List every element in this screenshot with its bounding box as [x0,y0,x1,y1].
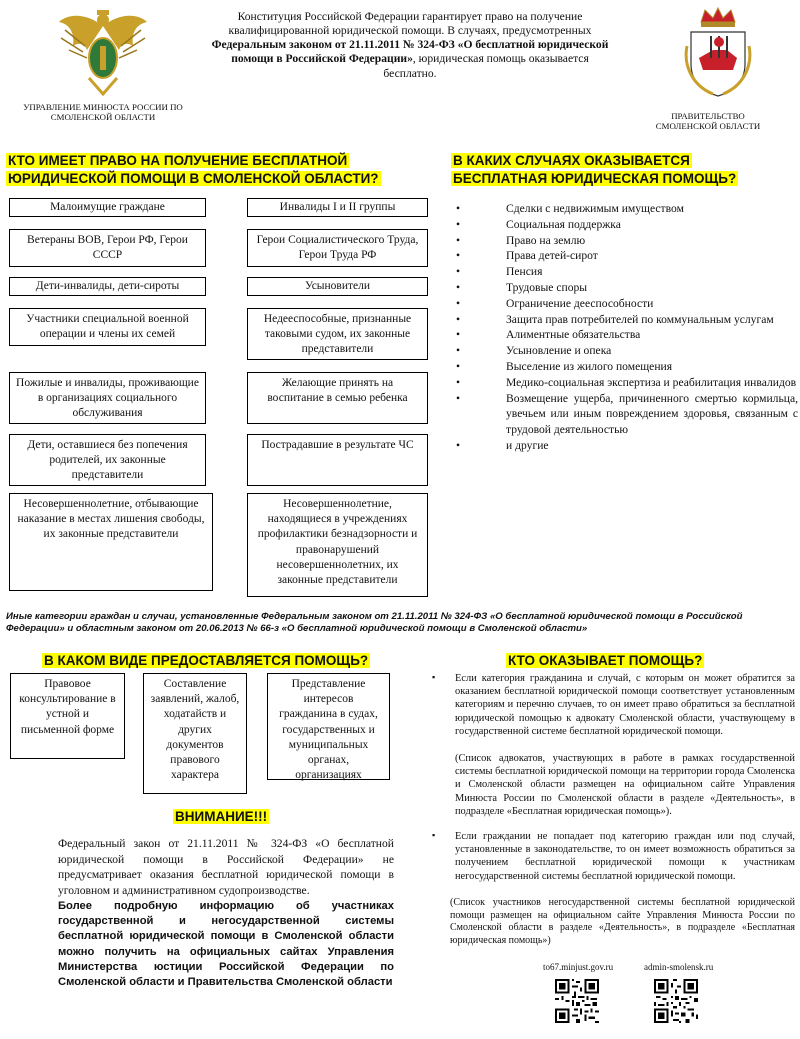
who-right-box-5: Желающие принять на воспитание в семью ребенка [247,372,428,424]
case-item: • Право на землю [456,233,798,249]
case-item: • Усыновление и опека [456,343,798,359]
intro-part-2: , юридическая помощь оказывается бесплатно. [383,52,589,80]
who-right-box-1: Инвалиды I и II группы [247,198,428,217]
who-right-box-7: Несовершеннолетние, находящиеся в учреждениях профилактики безнадзорности и правонарушений несовершеннолетних, их законные представители [247,493,428,597]
who-right-box-3: Усыновители [247,277,428,296]
attention-text: Федеральный закон от 21.11.2011 № 324-ФЗ «О бесплатной юридической помощи в Российской Федерации» не предусматривает оказания бесплатной юридической помощи в уголовном и административном судопроизводстве. [58,837,394,897]
case-item: • Трудовые споры [456,280,798,296]
who-right-box-4: Недееспособные, признанные таковыми судом, их законные представители [247,308,428,360]
attention-more-info: Более подробную информацию об участниках государственной и негосударственной системы бесплатной юридической помощи в Смоленской области можно получить на официальных сайтах Управления Министерства юстиции Российской Федерации по Смоленской области и Правительства Смоленской области [58,900,394,989]
case-item: • Права детей-сирот [456,248,798,264]
who-helps-note-1: (Список адвокатов, участвующих в работе в рамках государственной системы бесплатной юридической помощи на территории города Смоленска и Смоленской области размещен на официальном сайте Управления Минюста России по Смоленской области в разделе «Деятельность», в подразделе «Бесплатная юридическая помощь»). [455,753,795,817]
who-right-box-2: Герои Социалистического Труда, Герои Труда РФ [247,229,428,267]
form-heading-text: В КАКОМ ВИДЕ ПРЕДОСТАВЛЯЕТСЯ ПОМОЩЬ? [44,653,369,668]
who-heading [6,152,426,188]
case-item: • Алиментные обязательства [456,327,798,343]
who-heading-line-1: КТО ИМЕЕТ ПРАВО НА ПОЛУЧЕНИЕ БЕСПЛАТНОЙ [8,153,348,168]
who-left-box-2: Ветераны ВОВ, Герои РФ, Герои СССР [9,229,206,267]
form-box-documents: Составление заявлений, жалоб, ходатайств и других документов правового характера [143,673,247,794]
who-heading-line-2: ЮРИДИЧЕСКОЙ ПОМОЩИ В СМОЛЕНСКОЙ ОБЛАСТИ? [8,171,379,186]
minjust-emblem [55,6,151,98]
case-item: • Социальная поддержка [456,217,798,233]
who-helps-item-1: Если категория гражданина и случай, с которым он может обратится за оказанием бесплатной юридической помощи соответствует установленным категориям и перечню случаев, то он имеет право обратиться за бесплатной юридической помощью к адвокату Смоленской области, участвующему в государственной системе бесплатной юридической помощи. [455,673,795,737]
who-left-box-4: Участники специальной военной операции и члены их семей [9,308,206,346]
case-item: • Ограничение дееспособности [456,296,798,312]
form-heading [42,652,370,670]
form-box-consulting: Правовое консультирование в устной и письменной форме [10,673,125,759]
who-helps-heading-text: КТО ОКАЗЫВАЕТ ПОМОЩЬ? [508,653,703,668]
who-left-box-6: Дети, оставшиеся без попечения родителей, их законные представители [9,434,206,486]
cases-heading-line-2: БЕСПЛАТНАЯ ЮРИДИЧЕСКАЯ ПОМОЩЬ? [453,171,737,186]
qr-code-admin [654,979,698,1023]
who-helps-item-2: Если граждании не попадает под категорию граждан или под случай, установленные в законодательстве, то он имеет возможность обратиться за получением бесплатной юридической помощи к участникам негосударственной системы бесплатной юридической помощи. [455,831,795,882]
who-helps-heading [506,652,704,670]
site-admin[interactable]: admin-smolensk.ru [644,962,714,972]
cases-list [456,201,798,454]
case-item: • Медико-социальная экспертиза и реабилитация инвалидов [456,375,798,391]
intro-text [205,10,615,81]
cases-heading [451,152,796,188]
cases-heading-line-1: В КАКИХ СЛУЧАЯХ ОКАЗЫВАЕТСЯ [453,153,690,168]
attention-heading [173,808,269,826]
case-item: • Защита прав потребителей по коммунальным услугам [456,312,798,328]
who-helps-note-2: (Список участников негосударственной системы бесплатной юридической помощи размещен на официальном сайте Управления Минюста России по Смоленской области в разделе «Деятельность», в подразделе «Бесплатная юридическая помощь») [450,897,795,946]
form-box-representation: Представление интересов гражданина в судах, государственных и муниципальных органах, организациях [267,673,390,780]
case-item: • Возмещение ущерба, причиненного смертью кормильца, увечьем или иным повреждением здоровья, связанным с трудовой деятельностью [456,391,798,438]
smolensk-coat-of-arms [683,6,753,98]
who-left-box-1: Малоимущие граждане [9,198,206,217]
case-item: • Выселение из жилого помещения [456,359,798,375]
who-left-box-7: Несовершеннолетние, отбывающие наказание в местах лишения свободы, их законные представители [9,493,213,591]
case-item: • и другие [456,438,798,454]
site-minjust[interactable]: to67.minjust.gov.ru [543,962,614,972]
case-item: • Сделки с недвижимым имуществом [456,201,798,217]
attention-heading-text: ВНИМАНИЕ!!! [175,809,268,824]
who-left-box-3: Дети-инвалиды, дети-сироты [9,277,206,296]
intro-part-1: Конституция Российской Федерации гарантирует право на получение квалифицированной юридической помощи. В случаях, предусмотренных [228,10,592,38]
who-helps-bullet-1: ▪ [432,672,436,682]
who-right-box-6: Пострадавшие в результате ЧС [247,434,428,486]
left-org-name: УПРАВЛЕНИЕ МИНЮСТА РОССИИ ПО СМОЛЕНСКОЙ ОБЛАСТИ [23,102,183,123]
qr-code-minjust [555,979,599,1023]
who-helps-bullet-2: ▪ [432,830,436,840]
who-left-box-5: Пожилые и инвалиды, проживающие в организациях социального обслуживания [9,372,206,424]
other-categories-note: Иные категории граждан и случаи, установленные Федеральным законом от 21.11.2011 № 324-ФЗ «О бесплатной юридической помощи в Российской Федерации» и областным законом от 20.06.2013 № 66-з «О бесплатной юридической помощи в Смоленской области» [6,611,743,635]
right-org-name: ПРАВИТЕЛЬСТВО СМОЛЕНСКОЙ ОБЛАСТИ [655,111,761,132]
case-item: • Пенсия [456,264,798,280]
intro-law: Федеральным законом от 21.11.2011 № 324-ФЗ «О бесплатной юридической помощи в Российской Федерации» [211,38,609,66]
